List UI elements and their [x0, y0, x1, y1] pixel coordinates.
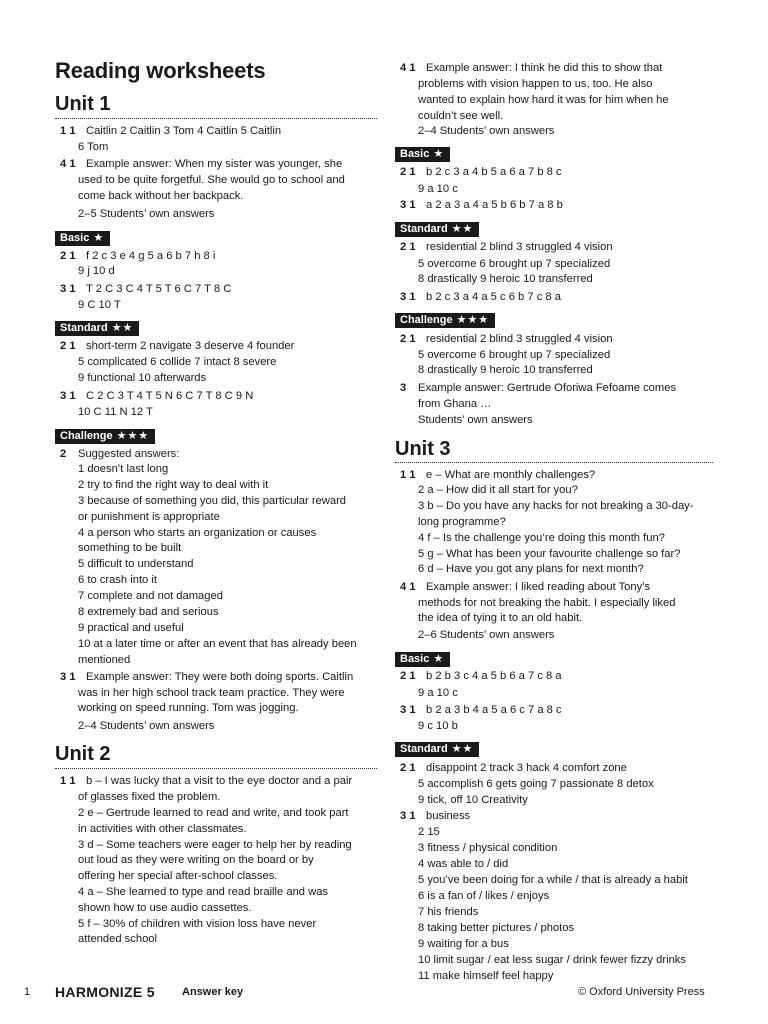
- exercise-number: 3 1: [400, 199, 416, 211]
- basic-label: Basic ★: [55, 231, 110, 246]
- answer-text: 9 a 10 c: [418, 687, 458, 699]
- answer-text: residential 2 blind 3 struggled 4 vision: [426, 333, 613, 345]
- answer-text: 6 is a fan of / likes / enjoys: [418, 890, 550, 902]
- exercise-number: 3 1: [400, 810, 416, 822]
- page-title: Reading worksheets: [55, 58, 266, 83]
- answer-text: out loud as they were writing on the board or by: [78, 854, 314, 866]
- answer-text: 10 C 11 N 12 T: [78, 406, 153, 418]
- answer-text: b 2 c 3 a 4 a 5 c 6 b 7 c 8 a: [426, 291, 561, 303]
- answer-text: 5 overcome 6 brought up 7 specialized: [418, 349, 611, 361]
- exercise-number: 3 1: [60, 390, 76, 402]
- answer-text: come back without her backpack.: [78, 190, 244, 202]
- brand-logo: HARMONIZE 5: [55, 984, 155, 1000]
- footer-section: Answer key: [182, 986, 244, 998]
- answer-text: 4 a person who starts an organization or causes: [78, 527, 317, 539]
- answer-text: 9 a 10 c: [418, 183, 458, 195]
- answer-text: disappoint 2 track 3 hack 4 comfort zone: [426, 762, 627, 774]
- answer-text: 5 difficult to understand: [78, 558, 194, 570]
- answer-text: 8 extremely bad and serious: [78, 606, 219, 618]
- answer-text: 8 drastically 9 heroic 10 transferred: [418, 364, 593, 376]
- answer-text: 5 accomplish 6 gets going 7 passionate 8 detox: [418, 778, 654, 790]
- answer-text: 2 a – How did it all start for you?: [418, 484, 578, 496]
- exercise-number: 2 1: [400, 762, 416, 774]
- answer-text: 2–4 Students’ own answers: [78, 720, 215, 732]
- answer-text: 5 overcome 6 brought up 7 specialized: [418, 258, 611, 270]
- answer-text: T 2 C 3 C 4 T 5 T 6 C 7 T 8 C: [86, 283, 232, 295]
- answer-text: 3 because of something you did, this particular reward: [78, 495, 347, 507]
- answer-text: 9 C 10 T: [78, 299, 121, 311]
- exercise-number: 3 1: [60, 671, 76, 683]
- answer-text: 9 c 10 b: [418, 720, 458, 732]
- exercise-number: 4 1: [400, 581, 416, 593]
- answer-text: b – I was lucky that a visit to the eye doctor and a pair: [86, 775, 353, 787]
- answer-text: methods for not breaking the habit. I especially liked: [418, 597, 676, 609]
- page-number: 1: [24, 986, 31, 998]
- divider: [55, 118, 377, 119]
- answer-text: in activities with other classmates.: [78, 823, 247, 835]
- answer-text: attended school: [78, 933, 157, 945]
- answer-text: 9 functional 10 afterwards: [78, 372, 207, 384]
- exercise-number: 2 1: [60, 340, 76, 352]
- exercise-number: 3 1: [60, 283, 76, 295]
- answer-text: long programme?: [418, 516, 506, 528]
- answer-text: 3 b – Do you have any hacks for not breaking a 30-day-: [418, 500, 694, 512]
- answer-text: f 2 c 3 e 4 g 5 a 6 b 7 h 8 i: [86, 250, 216, 262]
- exercise-number: 2 1: [400, 241, 416, 253]
- exercise-number: 2 1: [60, 250, 76, 262]
- answer-text: 5 f – 30% of children with vision loss have never: [78, 918, 317, 930]
- answer-text: 6 Tom: [78, 141, 109, 153]
- exercise-number: 2 1: [400, 333, 416, 345]
- answer-text: Example answer: When my sister was younger, she: [86, 158, 343, 170]
- answer-text: 10 limit sugar / eat less sugar / drink fewer fizzy drinks: [418, 954, 686, 966]
- answer-text: 2–5 Students’ own answers: [78, 208, 215, 220]
- basic-label: Basic ★: [395, 652, 450, 667]
- answer-text: mentioned: [78, 654, 131, 666]
- answer-text: b 2 b 3 c 4 a 5 b 6 a 7 c 8 a: [426, 670, 562, 682]
- answer-text: wanted to explain how hard it was for him when he: [418, 94, 669, 106]
- answer-text: from Ghana …: [418, 398, 492, 410]
- divider: [395, 462, 713, 463]
- answer-text: the idea of tying it to an old habit.: [418, 612, 583, 624]
- exercise-number: 4 1: [400, 62, 416, 74]
- exercise-number: 4 1: [60, 158, 76, 170]
- answer-text: offering her special after-school classes.: [78, 870, 278, 882]
- answer-text: 1 doesn’t last long: [78, 463, 169, 475]
- answer-text: something to be built: [78, 542, 182, 554]
- answer-text: problems with vision happen to us, too. He also: [418, 78, 653, 90]
- answer-text: 2 15: [418, 826, 440, 838]
- answer-text: a 2 a 3 a 4 a 5 b 6 b 7 a 8 b: [426, 199, 563, 211]
- answer-text: 2 try to find the right way to deal with it: [78, 479, 269, 491]
- exercise-number: 1 1: [60, 775, 76, 787]
- answer-text: 4 f – Is the challenge you’re doing this month fun?: [418, 532, 665, 544]
- answer-text: 4 a – She learned to type and read braille and was: [78, 886, 329, 898]
- answer-text: shown how to use audio cassettes.: [78, 902, 252, 914]
- answer-text: e – What are monthly challenges?: [426, 469, 596, 481]
- challenge-label: Challenge ★★★: [395, 313, 495, 328]
- answer-text: short-term 2 navigate 3 deserve 4 founder: [86, 340, 295, 352]
- answer-text: 8 taking better pictures / photos: [418, 922, 575, 934]
- answer-text: 2–6 Students’ own answers: [418, 629, 555, 641]
- answer-text: was in her high school track team practice. They were: [78, 687, 345, 699]
- exercise-number: 1 1: [400, 469, 416, 481]
- answer-text: Students’ own answers: [418, 414, 533, 426]
- answer-text: 10 at a later time or after an event that has already been: [78, 638, 357, 650]
- answer-text: Example answer: I liked reading about Tony’s: [426, 581, 651, 593]
- answer-text: b 2 a 3 b 4 a 5 a 6 c 7 a 8 c: [426, 704, 562, 716]
- answer-text: used to be quite forgetful. She would go to school and: [78, 174, 345, 186]
- answer-text: b 2 c 3 a 4 b 5 a 6 a 7 b 8 c: [426, 166, 562, 178]
- answer-text: 4 was able to / did: [418, 858, 509, 870]
- answer-text: 9 j 10 d: [78, 265, 115, 277]
- answer-text: of glasses fixed the problem.: [78, 791, 221, 803]
- answer-text: 9 tick, off 10 Creativity: [418, 794, 528, 806]
- answer-text: 7 complete and not damaged: [78, 590, 223, 602]
- standard-label: Standard ★★: [55, 321, 139, 336]
- copyright: © Oxford University Press: [578, 986, 705, 998]
- divider: [55, 768, 377, 769]
- unit-1-heading: Unit 1: [55, 93, 111, 115]
- answer-text: 9 practical and useful: [78, 622, 184, 634]
- answer-text: 3 d – Some teachers were eager to help her by reading: [78, 839, 352, 851]
- exercise-number: 2: [60, 448, 67, 460]
- answer-text: couldn’t see well.: [418, 110, 504, 122]
- answer-text: Example answer: Gertrude Oforiwa Fefoame comes: [418, 382, 677, 394]
- answer-text: Example answer: I think he did this to show that: [426, 62, 663, 74]
- basic-label: Basic ★: [395, 147, 450, 162]
- standard-label: Standard ★★: [395, 222, 479, 237]
- answer-text: business: [426, 810, 471, 822]
- answer-text: 6 d – Have you got any plans for next month?: [418, 563, 644, 575]
- exercise-number: 2 1: [400, 670, 416, 682]
- answer-text: Caitlin 2 Caitlin 3 Tom 4 Caitlin 5 Caitlin: [86, 125, 282, 137]
- unit-3-heading: Unit 3: [395, 438, 451, 460]
- answer-text: 2–4 Students’ own answers: [418, 125, 555, 137]
- answer-text: 8 drastically 9 heroic 10 transferred: [418, 273, 593, 285]
- answer-text: residential 2 blind 3 struggled 4 vision: [426, 241, 613, 253]
- answer-text: C 2 C 3 T 4 T 5 N 6 C 7 T 8 C 9 N: [86, 390, 254, 402]
- unit-2-heading: Unit 2: [55, 743, 111, 765]
- challenge-label: Challenge ★★★: [55, 429, 155, 444]
- answer-text: 5 you’ve been doing for a while / that is already a habit: [418, 874, 688, 886]
- answer-text: working on speed running. Tom was jogging.: [78, 702, 299, 714]
- answer-text: or punishment is appropriate: [78, 511, 220, 523]
- answer-text: 6 to crash into it: [78, 574, 157, 586]
- exercise-number: 3 1: [400, 704, 416, 716]
- answer-text: 5 g – What has been your favourite challenge so far?: [418, 548, 681, 560]
- answer-text: 9 waiting for a bus: [418, 938, 509, 950]
- exercise-number: 3: [400, 382, 407, 394]
- exercise-number: 3 1: [400, 291, 416, 303]
- answer-text: 7 his friends: [418, 906, 479, 918]
- answer-text: 11 make himself feel happy: [418, 970, 554, 982]
- answer-text: 5 complicated 6 collide 7 intact 8 severe: [78, 356, 277, 368]
- answer-text: 3 fitness / physical condition: [418, 842, 558, 854]
- standard-label: Standard ★★: [395, 742, 479, 757]
- exercise-number: 1 1: [60, 125, 76, 137]
- answer-text: Example answer: They were both doing sports. Caitlin: [86, 671, 354, 683]
- exercise-number: 2 1: [400, 166, 416, 178]
- answer-text: Suggested answers:: [78, 448, 180, 460]
- answer-text: 2 e – Gertrude learned to read and write, and took part: [78, 807, 349, 819]
